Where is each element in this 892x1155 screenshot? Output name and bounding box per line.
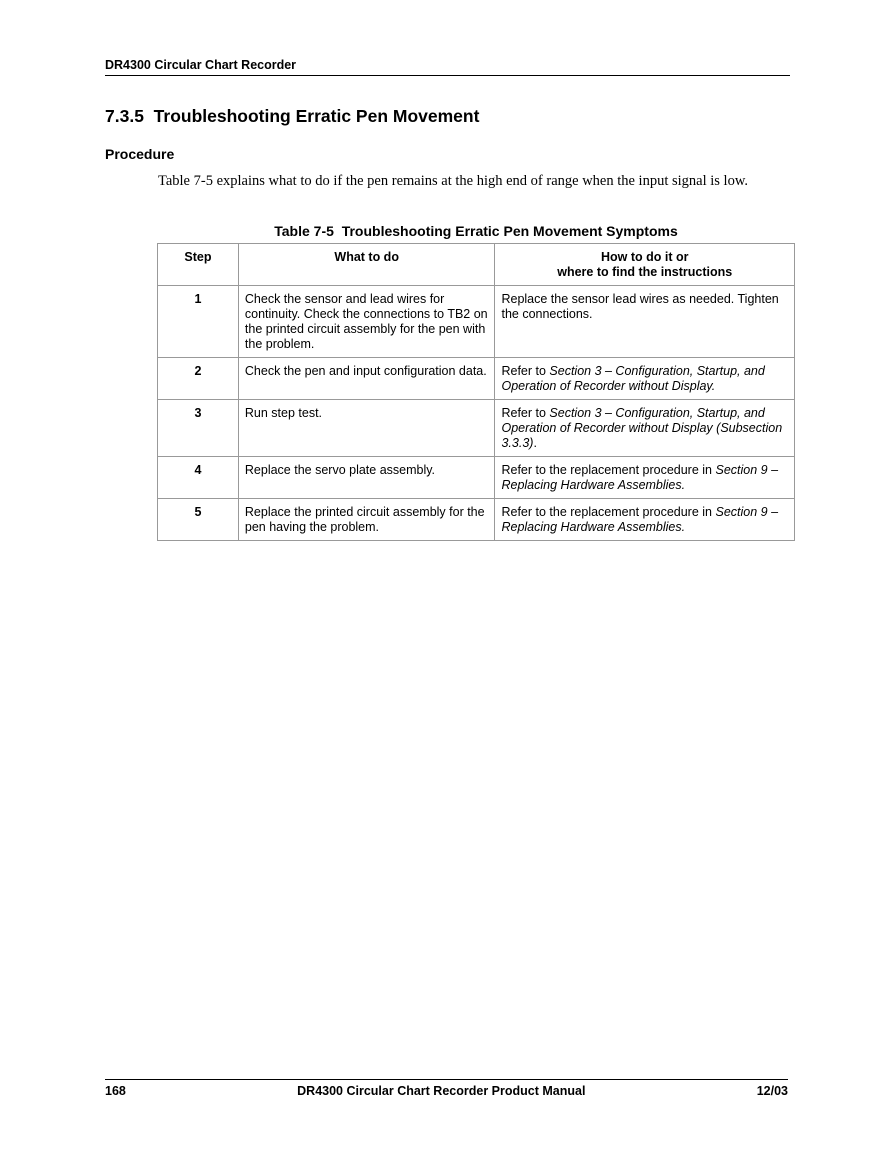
- header-step: Step: [158, 244, 239, 286]
- header-how-line1: How to do it or: [600, 250, 689, 264]
- what-to-do-cell: Run step test.: [238, 400, 495, 457]
- section-number: 7.3.5: [105, 106, 144, 126]
- section-title: [105, 106, 479, 127]
- what-to-do-cell: Check the sensor and lead wires for continuity. Check the connections to TB2 on the printed circuit assembly for the pen with the problem.: [238, 286, 495, 358]
- how-text: Refer to the replacement procedure in: [501, 505, 716, 519]
- how-text: Refer to: [501, 406, 550, 420]
- table-header-row: [158, 244, 795, 286]
- what-to-do-cell: Replace the servo plate assembly.: [238, 457, 495, 499]
- how-to-do-cell: [495, 358, 795, 400]
- how-text: Replace the sensor lead wires as needed. Tighten the connections.: [501, 292, 779, 321]
- procedure-heading: Procedure: [105, 146, 175, 162]
- intro-paragraph: Table 7-5 explains what to do if the pen remains at the high end of range when the input signal is low.: [158, 173, 748, 189]
- what-to-do-cell: Check the pen and input configuration data.: [238, 358, 495, 400]
- step-number: 3: [158, 400, 239, 457]
- section-title-text: Troubleshooting Erratic Pen Movement: [153, 106, 480, 126]
- section-reference: Section 3 – Configuration, Startup, and Operation of Recorder without Display.: [501, 364, 765, 393]
- table-row: [158, 457, 795, 499]
- step-number: 5: [158, 499, 239, 541]
- step-number: 4: [158, 457, 239, 499]
- table-row: [158, 286, 795, 358]
- how-to-do-cell: [495, 400, 795, 457]
- table-caption-number: Table 7-5: [274, 223, 334, 239]
- how-text: Refer to the replacement procedure in: [501, 463, 716, 477]
- table-row: [158, 499, 795, 541]
- troubleshooting-table: [157, 243, 795, 541]
- what-to-do-cell: Replace the printed circuit assembly for the pen having the problem.: [238, 499, 495, 541]
- header-how-to-do-it: [495, 244, 795, 286]
- page-number: 168: [105, 1084, 126, 1098]
- section-reference: Section 9 – Replacing Hardware Assemblies.: [501, 505, 779, 534]
- table-caption: [158, 223, 794, 239]
- how-text: Refer to: [501, 364, 550, 378]
- running-header: DR4300 Circular Chart Recorder: [105, 58, 790, 76]
- how-to-do-cell: [495, 286, 795, 358]
- header-how-line2: where to find the instructions: [557, 265, 733, 279]
- header-what-to-do: What to do: [238, 244, 495, 286]
- step-number: 2: [158, 358, 239, 400]
- table-row: [158, 358, 795, 400]
- page-footer: [105, 1079, 788, 1098]
- footer-date: 12/03: [756, 1084, 788, 1098]
- section-reference: Section 9 – Replacing Hardware Assemblies.: [501, 463, 779, 492]
- table-row: [158, 400, 795, 457]
- how-suffix: .: [533, 436, 537, 450]
- section-reference: Section 3 – Configuration, Startup, and Operation of Recorder without Display (Subsection 3.3.3): [501, 406, 783, 450]
- footer-manual-title: DR4300 Circular Chart Recorder Product Manual: [297, 1084, 586, 1098]
- how-to-do-cell: [495, 499, 795, 541]
- step-number: 1: [158, 286, 239, 358]
- table-caption-title: Troubleshooting Erratic Pen Movement Symptoms: [341, 223, 678, 239]
- how-to-do-cell: [495, 457, 795, 499]
